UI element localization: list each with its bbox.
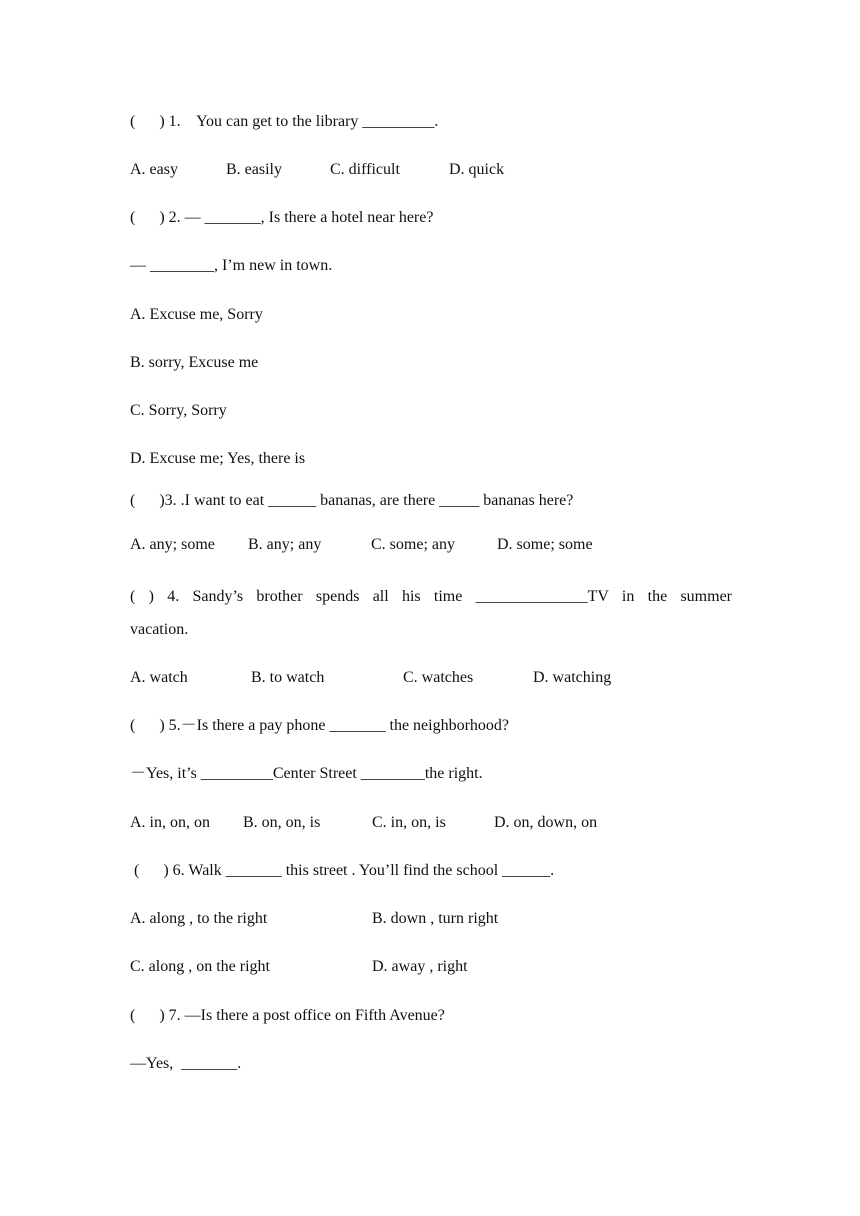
question-2-option-a: A. Excuse me, Sorry — [130, 306, 263, 323]
question-4-option-a: A. watch — [130, 669, 188, 686]
question-6-option-d: D. away , right — [372, 958, 468, 975]
question-1-stem: ( ) 1. You can get to the library _________. — [130, 113, 439, 130]
question-2-stem: ( ) 2. — _______, Is there a hotel near here? — [130, 209, 434, 226]
question-1-option-d: D. quick — [449, 161, 505, 178]
question-5-reply: －Yes, it’s _________Center Street ________the right. — [130, 765, 483, 782]
question-3-option-b: B. any; any — [248, 536, 322, 553]
question-1-option-b: B. easily — [226, 161, 282, 178]
question-3-option-a: A. any; some — [130, 536, 215, 553]
question-4-option-c: C. watches — [403, 669, 474, 686]
question-5-option-a: A. in, on, on — [130, 814, 210, 831]
question-2-option-b: B. sorry, Excuse me — [130, 354, 259, 371]
question-6-option-b: B. down , turn right — [372, 910, 499, 927]
question-6-option-a: A. along , to the right — [130, 910, 268, 927]
question-3-option-d: D. some; some — [497, 536, 593, 553]
question-1-option-c: C. difficult — [330, 161, 400, 178]
question-3-option-c: C. some; any — [371, 536, 455, 553]
question-4-stem-line-1: ( ) 4. Sandy’s brother spends all his time ______________TV in the summer — [130, 588, 732, 605]
question-2-option-c: C. Sorry, Sorry — [130, 402, 227, 419]
question-7-stem: ( ) 7. —Is there a post office on Fifth Avenue? — [130, 1007, 445, 1024]
question-2-reply: — ________, I’m new in town. — [130, 257, 333, 274]
question-5-option-c: C. in, on, is — [372, 814, 446, 831]
question-5-option-d: D. on, down, on — [494, 814, 598, 831]
question-4-stem-line-2: vacation. — [130, 621, 189, 638]
question-5-stem: ( ) 5.－Is there a pay phone _______ the neighborhood? — [130, 717, 510, 734]
question-1-option-a: A. easy — [130, 161, 178, 178]
question-6-stem: ( ) 6. Walk _______ this street . You’ll find the school ______. — [130, 862, 555, 879]
question-2-option-d: D. Excuse me; Yes, there is — [130, 450, 306, 467]
question-5-option-b: B. on, on, is — [243, 814, 321, 831]
question-6-option-c: C. along , on the right — [130, 958, 270, 975]
question-4-option-b: B. to watch — [251, 669, 325, 686]
question-4-option-d: D. watching — [533, 669, 612, 686]
question-7-reply: —Yes, _______. — [130, 1055, 242, 1072]
question-3-stem: ( )3. .I want to eat ______ bananas, are there _____ bananas here? — [130, 492, 574, 509]
